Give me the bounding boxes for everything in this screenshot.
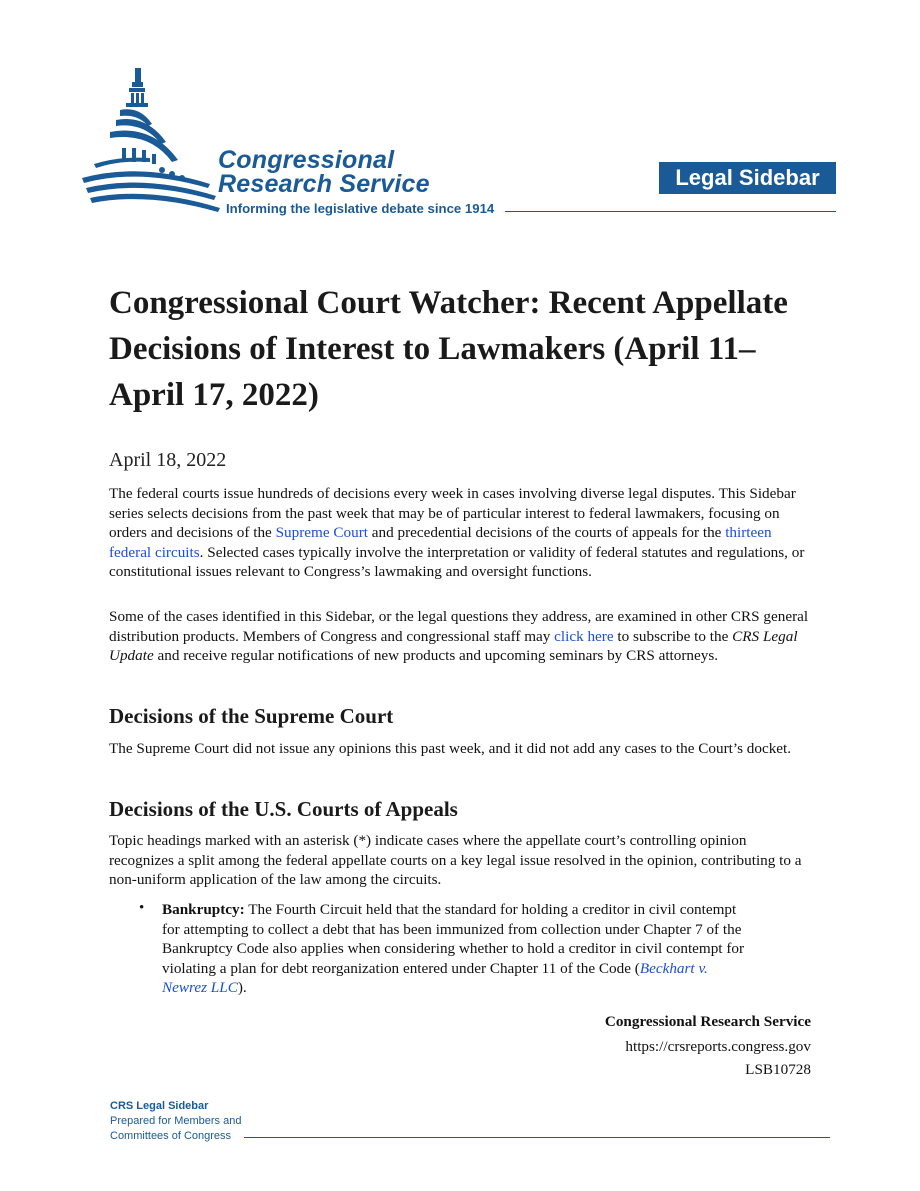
bullet-topic: Bankruptcy: [162, 901, 245, 918]
page-footer [110, 1099, 241, 1144]
para2-text-2: to subscribe to the [613, 627, 733, 645]
footer-rule [244, 1137, 830, 1138]
federal-circuits-link[interactable]: thirteen federal circuits [109, 524, 772, 561]
capitol-dome-logo [80, 64, 225, 219]
signoff-org: Congressional Research Service [604, 1013, 811, 1030]
org-tagline: Informing the legislative debate since 1914 [226, 201, 498, 216]
case-link[interactable]: Beckhart v. Newrez LLC [162, 959, 708, 997]
bullet-text: The Fourth Circuit held that the standard for holding a creditor in civil contempt for attempting to collect a debt that has been immunized from collection under Chapter 7 of the Bankruptcy Code also applies when considering whether to hold a creditor in civil contempt for violating a plan for debt reorganization entered under Chapter 11 of the Code ( [162, 901, 745, 977]
document-title: Congressional Court Watcher: Recent Appellate Decisions of Interest to Lawmakers (April 11–April 17, 2022) [109, 285, 788, 413]
org-name-line1: Congressional [218, 146, 395, 174]
bullet-end: ). [237, 979, 247, 997]
supreme-court-paragraph: The Supreme Court did not issue any opinions this past week, and it did not add any cases to the Court’s docket. [109, 740, 792, 757]
legal-sidebar-badge: Legal Sidebar [659, 162, 836, 194]
crs-legal-update-title: CRS Legal Update [109, 627, 798, 665]
page-header [0, 0, 920, 230]
signoff-report-id: LSB10728 [745, 1061, 811, 1078]
footer-line3: Committees of Congress [110, 1130, 232, 1142]
intro-paragraph [109, 484, 815, 582]
intro-text-1: The federal courts issue hundreds of decisions every week in cases involving diverse legal disputes. This Sidebar series selects decisions from the past week that may be of particular interest to federal lawmakers, focusing on orders and decisions of the [109, 485, 796, 542]
supreme-court-link[interactable]: Supreme Court [275, 524, 368, 542]
intro-text-3: . Selected cases typically involve the interpretation or validity of federal statutes and regulations, or constitutional issues relevant to Congress’s lawmaking and oversight functions. [109, 543, 805, 581]
para2-text-3: and receive regular notifications of new products and upcoming seminars by CRS attorneys. [153, 647, 719, 665]
bullet-marker: • [139, 900, 145, 916]
footer-line1: CRS Legal Sidebar [110, 1100, 209, 1112]
click-here-link[interactable]: click here [554, 627, 614, 645]
footer-line2: Prepared for Members and [110, 1115, 242, 1127]
document-date: April 18, 2022 [109, 449, 227, 471]
section-heading-courts-of-appeals: Decisions of the U.S. Courts of Appeals [109, 797, 458, 821]
subscribe-paragraph [109, 607, 815, 666]
header-rule [505, 211, 836, 212]
intro-text-2: and precedential decisions of the courts of appeals for the [368, 524, 726, 542]
signoff-url: https://crsreports.congress.gov [625, 1038, 811, 1055]
section-heading-supreme-court: Decisions of the Supreme Court [109, 704, 394, 728]
courts-of-appeals-paragraph: Topic headings marked with an asterisk (*) indicate cases where the appellate court’s controlling opinion recognizes a split among the federal appellate courts on a key legal issue resolved in the opinion, contributing to a non-uniform application of the law among the circuits. [109, 832, 802, 889]
para2-text-1: Some of the cases identified in this Sidebar, or the legal questions they address, are examined in other CRS general distribution products. Members of Congress and congressional staff may [109, 608, 809, 645]
org-name-line2: Research Service [218, 170, 430, 198]
list-item [162, 900, 752, 998]
